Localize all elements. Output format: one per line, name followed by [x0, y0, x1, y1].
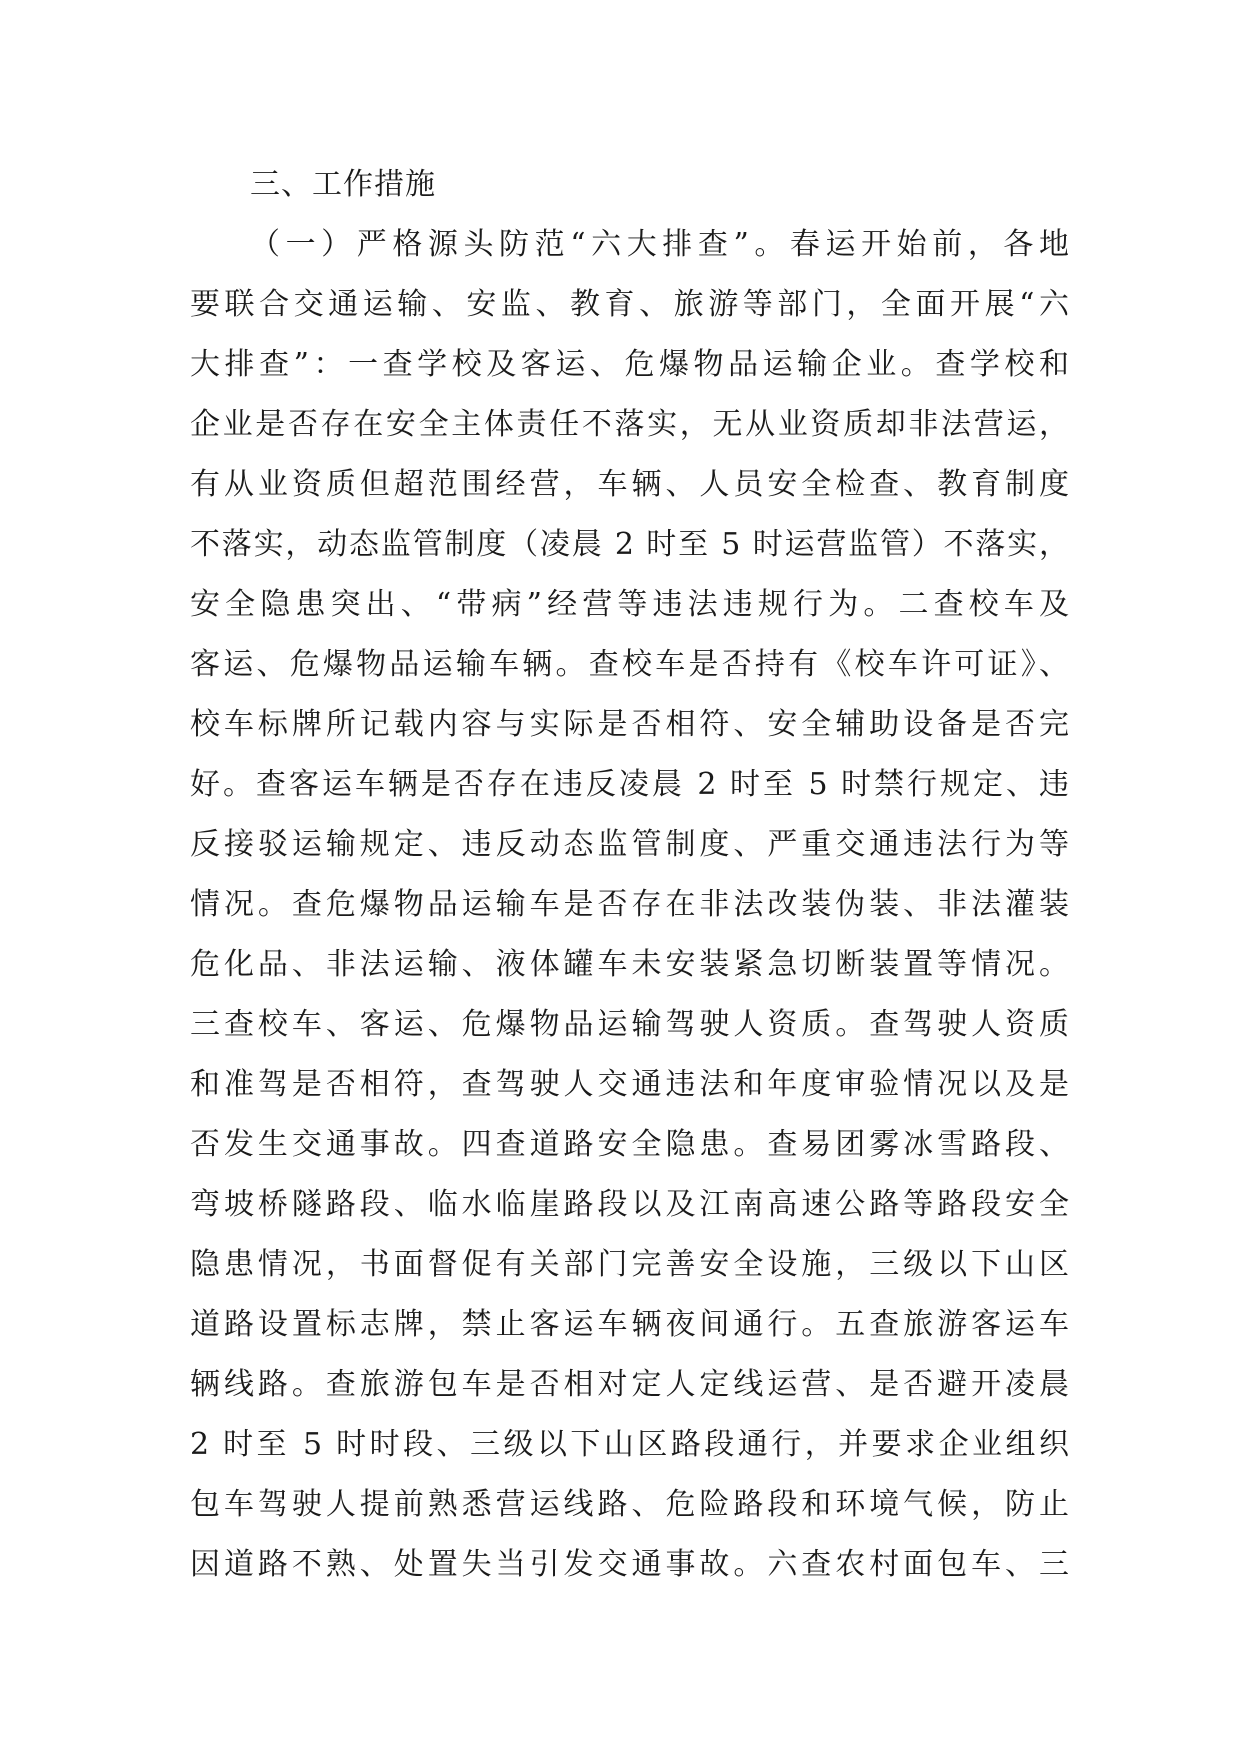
text-line: 弯坡桥隧路段、临水临崖路段以及江南高速公路等路段安全 — [190, 1187, 1070, 1222]
text-line: 大排查”：一查学校及客运、危爆物品运输企业。查学校和 — [190, 347, 1070, 382]
text-line: 反接驳运输规定、违反动态监管制度、严重交通违法行为等 — [190, 827, 1070, 862]
text-line: 和准驾是否相符，查驾驶人交通违法和年度审验情况以及是 — [190, 1067, 1070, 1102]
document-body — [190, 155, 1070, 1595]
text-line: 安全隐患突出、“带病”经营等违法违规行为。二查校车及 — [190, 587, 1070, 622]
text-line: 2 时至 5 时时段、三级以下山区路段通行，并要求企业组织 — [190, 1427, 1070, 1462]
text-line: 道路设置标志牌，禁止客运车辆夜间通行。五查旅游客运车 — [190, 1307, 1070, 1342]
text-line: 要联合交通运输、安监、教育、旅游等部门，全面开展“六 — [190, 287, 1070, 322]
text-line: 企业是否存在安全主体责任不落实，无从业资质却非法营运， — [190, 407, 1070, 442]
text-line: （一）严格源头防范“六大排查”。春运开始前，各地 — [250, 227, 1070, 262]
text-line: 校车标牌所记载内容与实际是否相符、安全辅助设备是否完 — [190, 707, 1070, 742]
text-line: 隐患情况，书面督促有关部门完善安全设施，三级以下山区 — [190, 1247, 1070, 1282]
text-line: 不落实，动态监管制度（凌晨 2 时至 5 时运营监管）不落实， — [190, 527, 1070, 562]
text-line: 客运、危爆物品运输车辆。查校车是否持有《校车许可证》、 — [190, 647, 1070, 682]
section-heading: 三、工作措施 — [250, 167, 436, 202]
text-line: 因道路不熟、处置失当引发交通事故。六查农村面包车、三 — [190, 1547, 1070, 1582]
text-line: 三查校车、客运、危爆物品运输驾驶人资质。查驾驶人资质 — [190, 1007, 1070, 1042]
text-line: 情况。查危爆物品运输车是否存在非法改装伪装、非法灌装 — [190, 887, 1070, 922]
text-line: 包车驾驶人提前熟悉营运线路、危险路段和环境气候，防止 — [190, 1487, 1070, 1522]
text-line: 有从业资质但超范围经营，车辆、人员安全检查、教育制度 — [190, 467, 1070, 502]
text-line: 否发生交通事故。四查道路安全隐患。查易团雾冰雪路段、 — [190, 1127, 1070, 1162]
text-line: 辆线路。查旅游包车是否相对定人定线运营、是否避开凌晨 — [190, 1367, 1070, 1402]
text-line: 好。查客运车辆是否存在违反凌晨 2 时至 5 时禁行规定、违 — [190, 767, 1070, 802]
text-line: 危化品、非法运输、液体罐车未安装紧急切断装置等情况。 — [190, 947, 1070, 982]
